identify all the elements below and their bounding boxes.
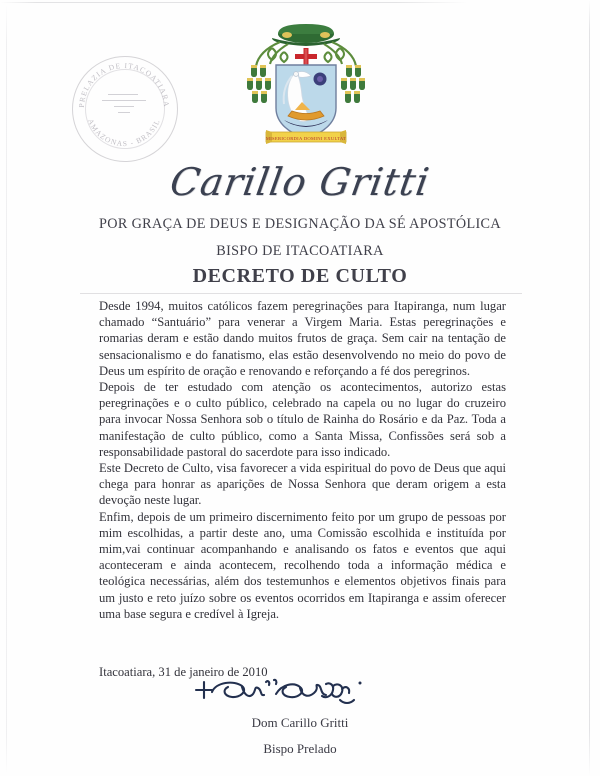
dateline: Itacoatiara, 31 de janeiro de 2010 — [99, 665, 268, 679]
page-title: DECRETO DE CULTO — [192, 265, 408, 287]
heading-bishop-of-itacoatiara: BISPO DE ITACOATIARA — [216, 243, 384, 259]
paragraph-4: Enfim, depois de um primeiro discernimento feito por um grupo de pessoas por mim escolhidas, a partir deste ano, uma Comissão escolhida e instituída por mim,vai continuar acompanhando e analisando os fatos e eventos que aqui aconteceram e ainda acontecem, recolhendo toda a informação médica e teológica necessárias, além dos testemunhos e elementos objetivos finais para um justo e reto juízo sobre os eventos ocorridos em Itapiranga e assim oferecer uma base segura e credível à Igreja. — [99, 509, 506, 621]
svg-text:MISERICORDIA DOMINI EXULTAT: MISERICORDIA DOMINI EXULTAT — [265, 136, 347, 141]
episcopal-coat-of-arms — [232, 22, 380, 162]
paragraph-1: Desde 1994, muitos católicos fazem peregrinações para Itapiranga, num lugar chamado “Santuário” para venerar a Virgem Maria. Estas peregrinações e romarias deram e estão dando muitos frutos de graça. Sem cair na tentação de sensacionalismo e do fanatismo, elas estão desenvolvendo no meio do povo de Deus um espírito de oração e renovando e reforçando a fé dos peregrinos. — [99, 299, 506, 378]
motto-banner — [266, 130, 346, 144]
paragraph-3: Este Decreto de Culto, visa favorecer a vida espiritual do povo de Deus que aqui chega para honrar as aparições de Nossa Senhora que deram origem a esta devoção neste lugar. — [99, 461, 506, 508]
scan-edge-top — [0, 2, 600, 3]
tassels-left — [247, 65, 271, 103]
orb-icon — [314, 73, 327, 86]
seal-arc-text-bottom: AMAZONAS - BRASIL — [86, 117, 162, 149]
shield — [276, 65, 336, 139]
scan-edge-right — [589, 0, 590, 776]
scan-edge-left — [6, 4, 7, 774]
document-body — [99, 298, 506, 622]
signatory-name: Dom Carillo Gritti — [251, 715, 349, 730]
paragraph-2: Depois de ter estudado com atenção os acontecimentos, autorizo estas peregrinações e o culto público, celebrado na capela ou no lugar do cruzeiro para invocar Nossa Senhora sob o título de Rainha do Rosário e da Paz. Toda a manifestação de culto público, como a Santa Missa, Confissões será sob a responsabilidade pastoral do sacerdote para isso indicado. — [99, 380, 506, 459]
galero-icon — [272, 24, 340, 46]
signatory-title: Bispo Prelado — [263, 741, 337, 756]
handwritten-signature — [190, 676, 410, 710]
embossed-seal — [72, 56, 178, 162]
paper-fold-line — [80, 293, 522, 294]
seal-arc-text-top: PRELAZIA DE ITACOATIARA — [76, 60, 172, 108]
seal-center-device — [100, 94, 150, 124]
heading-by-grace-of-god: POR GRAÇA DE DEUS E DESIGNAÇÃO DA SÉ APOSTÓLICA — [99, 216, 501, 232]
tassels-right — [341, 65, 365, 103]
engraved-signature-name: Carillo Gritti — [167, 160, 433, 204]
